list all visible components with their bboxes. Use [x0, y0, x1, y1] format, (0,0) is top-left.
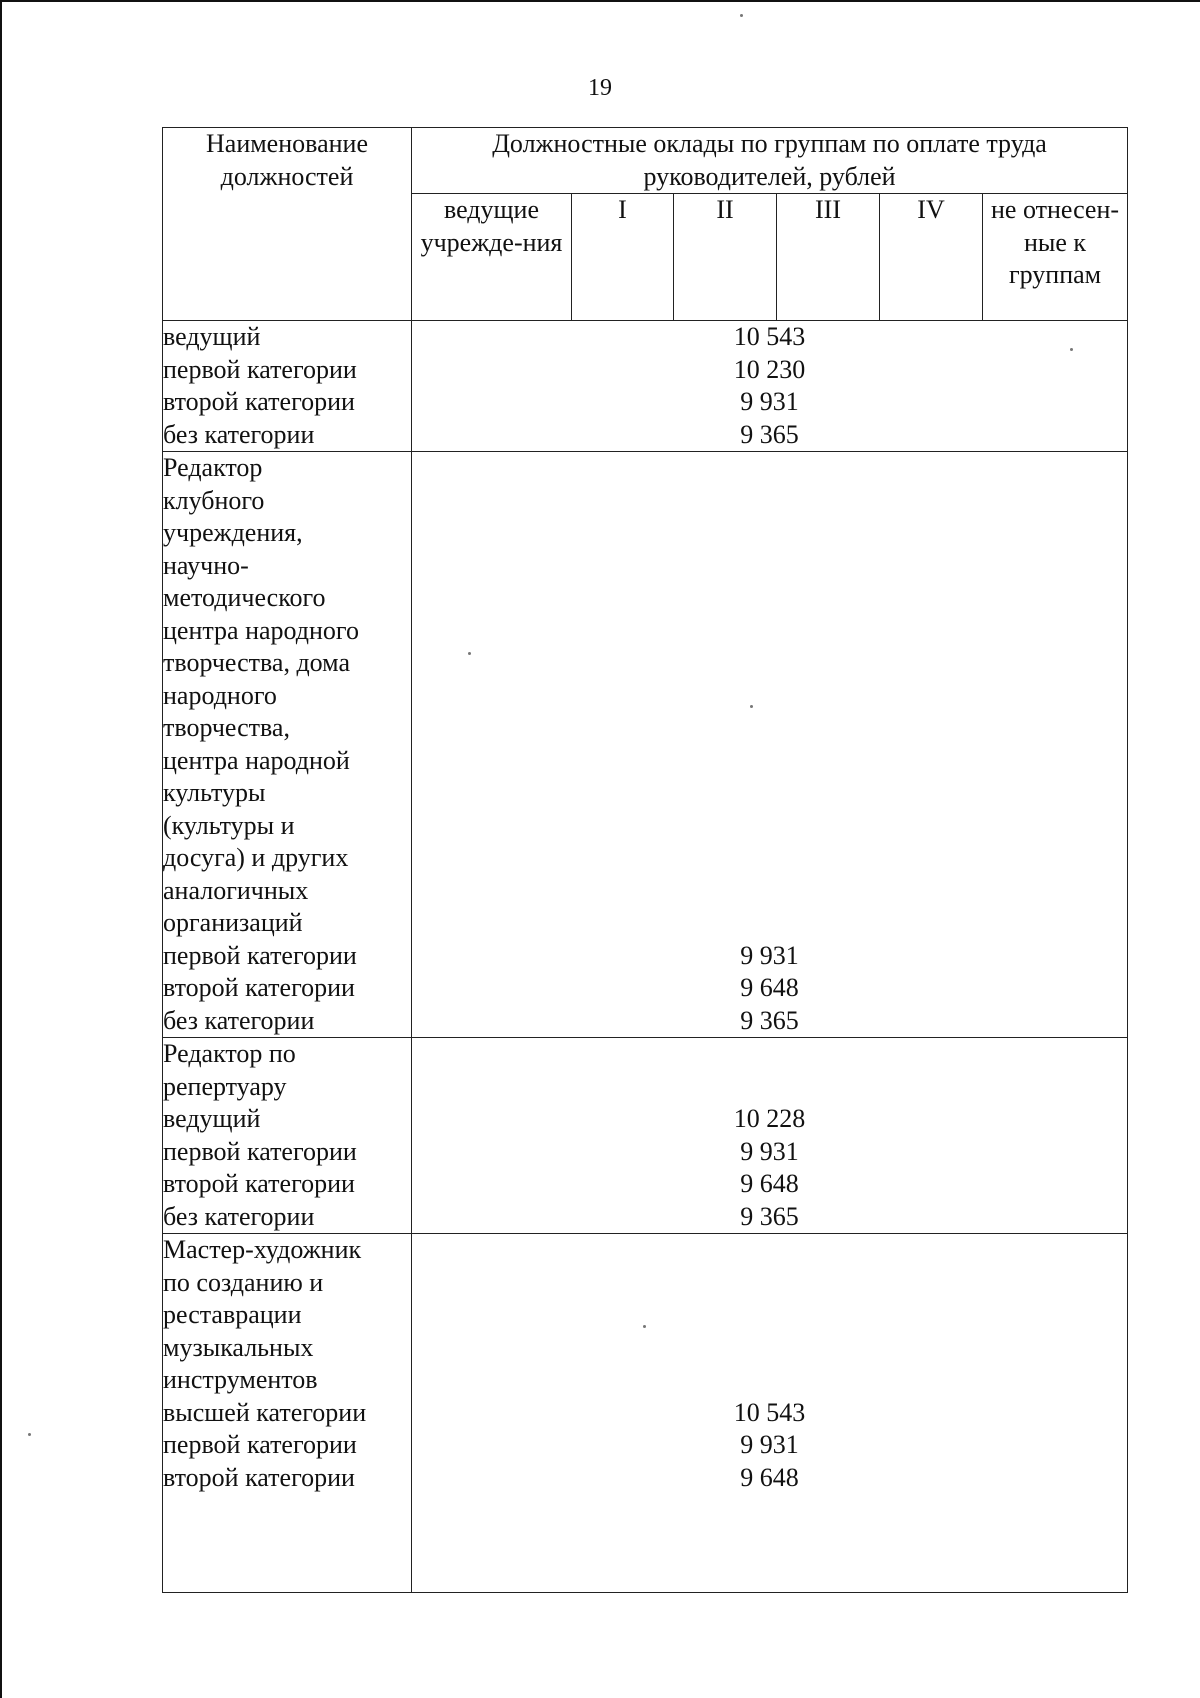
position-name-line: народного — [163, 680, 277, 710]
blank-space — [163, 1494, 411, 1592]
table-row — [163, 1038, 1128, 1234]
page-number: 19 — [588, 75, 612, 101]
salary-value-line: 9 931 — [740, 387, 799, 416]
position-name-cell — [163, 1038, 412, 1234]
scan-edge-top — [0, 0, 1200, 2]
position-name-line: организаций — [163, 908, 303, 937]
table-row — [163, 321, 1128, 452]
salary-value-line — [412, 810, 1127, 843]
position-name-line: репертуару — [163, 1071, 287, 1101]
position-name-line: первой категории — [163, 1430, 357, 1459]
position-name-line: инструментов — [163, 1365, 318, 1394]
scan-speck — [468, 652, 471, 655]
salary-table — [162, 127, 1128, 1593]
salary-value-line — [412, 1071, 1127, 1104]
salary-value-line: 10 230 — [733, 354, 806, 384]
header-col-leading: ведущие учрежде-ния — [412, 194, 572, 321]
scan-edge-left — [0, 0, 2, 1698]
position-name-line: аналогичных — [163, 875, 309, 905]
position-name-line: высшей категории — [163, 1397, 367, 1427]
header-col-group-1: I — [572, 194, 674, 321]
position-name-line: первой категории — [163, 940, 357, 970]
salary-value-line — [412, 452, 1127, 485]
header-position: Наименование должностей — [163, 128, 412, 321]
position-name-line: ведущий — [163, 322, 261, 351]
table-body — [163, 321, 1128, 1593]
salary-value-line — [412, 777, 1127, 810]
position-name-line: второй категории — [163, 1462, 355, 1492]
position-name-line: Редактор по — [163, 1039, 296, 1068]
salary-value-line — [412, 1267, 1127, 1300]
salary-value-line: 9 648 — [740, 973, 799, 1002]
header-col-group-2: II — [674, 194, 777, 321]
position-name-line: второй категории — [163, 973, 355, 1002]
salary-value-line: 10 228 — [733, 1104, 806, 1133]
position-name-line: по созданию и — [163, 1267, 324, 1297]
position-name-line: без категории — [163, 419, 315, 449]
salary-value-line — [412, 907, 1127, 940]
salary-value-line — [412, 712, 1127, 745]
position-name-line: досуга) и других — [163, 843, 349, 872]
position-name-line: второй категории — [163, 387, 355, 416]
position-name-line: методического — [163, 583, 326, 612]
salary-value-line: 9 931 — [740, 1430, 799, 1459]
salary-value-cell — [412, 321, 1128, 452]
position-name-line: (культуры и — [163, 810, 295, 840]
position-name-line: реставрации — [163, 1300, 302, 1329]
salary-value-line — [412, 647, 1127, 680]
scan-speck — [28, 1433, 31, 1436]
salary-value-line — [412, 582, 1127, 615]
position-name-line: без категории — [163, 1005, 315, 1035]
header-row-main — [163, 128, 1128, 194]
salary-value-line: 9 365 — [740, 419, 799, 449]
salary-value-line — [412, 1332, 1127, 1365]
salary-value-line — [412, 517, 1127, 550]
position-name-line: первой категории — [163, 1136, 357, 1166]
header-col-unassigned: не отнесен-ные к группам — [983, 194, 1128, 321]
header-salary-group: Должностные оклады по группам по оплате труда руководителей, рублей — [412, 128, 1128, 194]
salary-value-line: 9 931 — [740, 940, 799, 970]
position-name-line: научно- — [163, 550, 249, 580]
salary-value-line — [412, 485, 1127, 518]
salary-value-line — [412, 1234, 1127, 1267]
salary-value-line — [412, 745, 1127, 778]
scan-speck — [1070, 348, 1073, 351]
position-name-cell — [163, 452, 412, 1038]
position-name-line: учреждения, — [163, 518, 303, 547]
salary-value-line: 9 365 — [740, 1005, 799, 1035]
salary-value-line — [412, 615, 1127, 648]
position-name-line: первой категории — [163, 354, 357, 384]
scan-speck — [740, 14, 743, 17]
salary-value-cell — [412, 1234, 1128, 1593]
position-name-line: Мастер-художник — [163, 1235, 362, 1264]
position-name-line: центра народной — [163, 745, 350, 775]
position-name-line: клубного — [163, 485, 265, 515]
position-name-line: Редактор — [163, 453, 263, 482]
salary-value-line: 9 648 — [740, 1462, 799, 1492]
salary-value-line: 9 648 — [740, 1169, 799, 1198]
table-row — [163, 1234, 1128, 1593]
position-name-line: творчества, — [163, 713, 290, 742]
salary-value-line — [412, 842, 1127, 875]
salary-value-line — [412, 550, 1127, 583]
position-name-cell — [163, 1234, 412, 1593]
salary-value-cell — [412, 1038, 1128, 1234]
position-name-cell — [163, 321, 412, 452]
header-col-group-3: III — [777, 194, 880, 321]
salary-value-cell — [412, 452, 1128, 1038]
salary-value-line — [412, 1038, 1127, 1071]
salary-value-line: 9 365 — [740, 1201, 799, 1231]
position-name-line: музыкальных — [163, 1332, 314, 1362]
scan-speck — [750, 705, 753, 708]
position-name-line: творчества, дома — [163, 648, 351, 677]
salary-value-line: 10 543 — [733, 1397, 806, 1427]
position-name-line: центра народного — [163, 615, 359, 645]
salary-value-line — [412, 680, 1127, 713]
table-row — [163, 452, 1128, 1038]
position-name-line: культуры — [163, 778, 266, 807]
position-name-line: ведущий — [163, 1104, 261, 1133]
position-name-line: второй категории — [163, 1169, 355, 1198]
position-name-line: без категории — [163, 1201, 315, 1231]
salary-value-line: 9 931 — [740, 1136, 799, 1166]
salary-value-line — [412, 1299, 1127, 1332]
header-col-group-4: IV — [880, 194, 983, 321]
salary-value-line — [412, 1364, 1127, 1397]
scan-speck — [643, 1325, 646, 1328]
salary-value-line — [412, 875, 1127, 908]
salary-value-line: 10 543 — [733, 322, 806, 351]
